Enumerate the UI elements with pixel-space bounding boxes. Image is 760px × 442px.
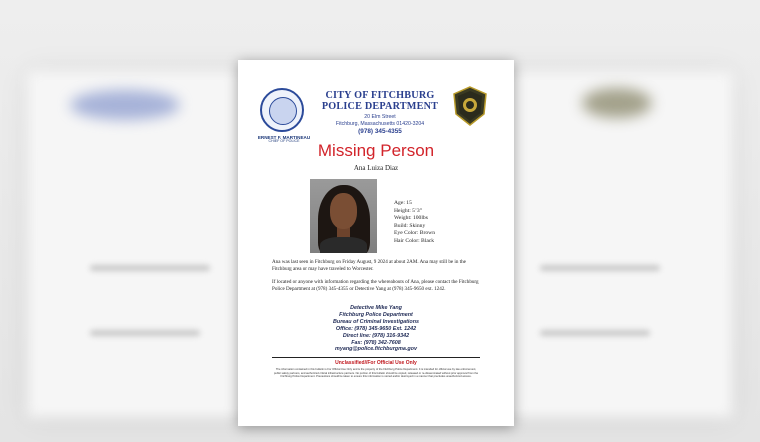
contact-fax: Fax: (978) 342-7608 [351,339,401,346]
department-phone: (978) 345-4355 [358,128,402,135]
department-line-2: POLICE DEPARTMENT [321,101,439,112]
stat-build: Build: Skinny [394,222,426,229]
contact-instructions-paragraph: If located or anyone with information regarding the whereabouts of Ana, please contact the Fitchburg Police Department at (978) 345-4355 or Detective Yang at (978) 345-9650 ext. 1242. [272,279,479,292]
blurred-text-line [90,265,210,271]
flyer-title: Missing Person [317,141,435,160]
blurred-text-line [540,265,660,271]
person-name: Ana Luiza Diaz [353,164,399,172]
blurred-police-badge [582,88,652,118]
stat-height: Height: 5’3” [394,207,423,214]
contact-direct-line: Direct line: (978) 316-9342 [342,332,410,339]
blurred-text-line [540,330,650,336]
blurred-city-seal [70,90,180,120]
stat-age: Age: 15 [394,200,412,206]
missing-person-flyer [238,60,514,426]
person-photo [310,179,377,253]
city-address: Fitchburg, Massachusetts 01420-3204 [335,120,425,127]
stat-weight: Weight: 100lbs [394,215,428,222]
street-address: 20 Elm Street [364,114,396,120]
contact-email: myang@police.fitchburgma.gov [335,346,417,353]
department-line-1: CITY OF FITCHBURG [325,90,435,101]
disclaimer-fine-print: The information contained in this bulletin is For Official Use Only and is the property of the Fitchburg Police Department. It is intended for official use by law enforcement, public safety partners, and authorized critical infrastructure partners. No portion of this bulletin should be copied, released or re-disseminated without prior approval from the Fitchburg Police Department. Precautions should be taken to ensure this information is stored and/or destroyed in a manner that precludes unauthorized access. [273,368,479,379]
footer-divider [272,357,480,358]
contact-bureau: Bureau of Criminal Investigations [333,318,419,325]
blurred-text-line [90,330,200,336]
police-badge-icon [452,86,488,126]
chief-title: CHIEF OF POLICE [268,139,300,144]
classification-label: Unclassified//For Official Use Only [335,360,417,366]
last-seen-paragraph: Ana was last seen in Fitchburg on Friday August, 9 2024 at about 2AM. Ana may still be in the Fitchburg area or may have traveled to Worcester. [272,259,466,272]
stat-eye-color: Eye Color: Brown [394,230,436,237]
detective-name: Detective Mike Yang [350,305,402,311]
contact-office-phone: Office: (978) 345-9650 Ext. 1242 [335,325,417,332]
department-header [316,90,444,135]
detective-contact-block [238,305,514,353]
stat-hair-color: Hair Color: Black [394,237,435,244]
city-seal-icon [260,88,304,132]
chief-name: ERNEST F. MARTINEAU [257,135,311,140]
person-description [394,200,435,246]
contact-department: Fitchburg Police Department [339,311,413,318]
